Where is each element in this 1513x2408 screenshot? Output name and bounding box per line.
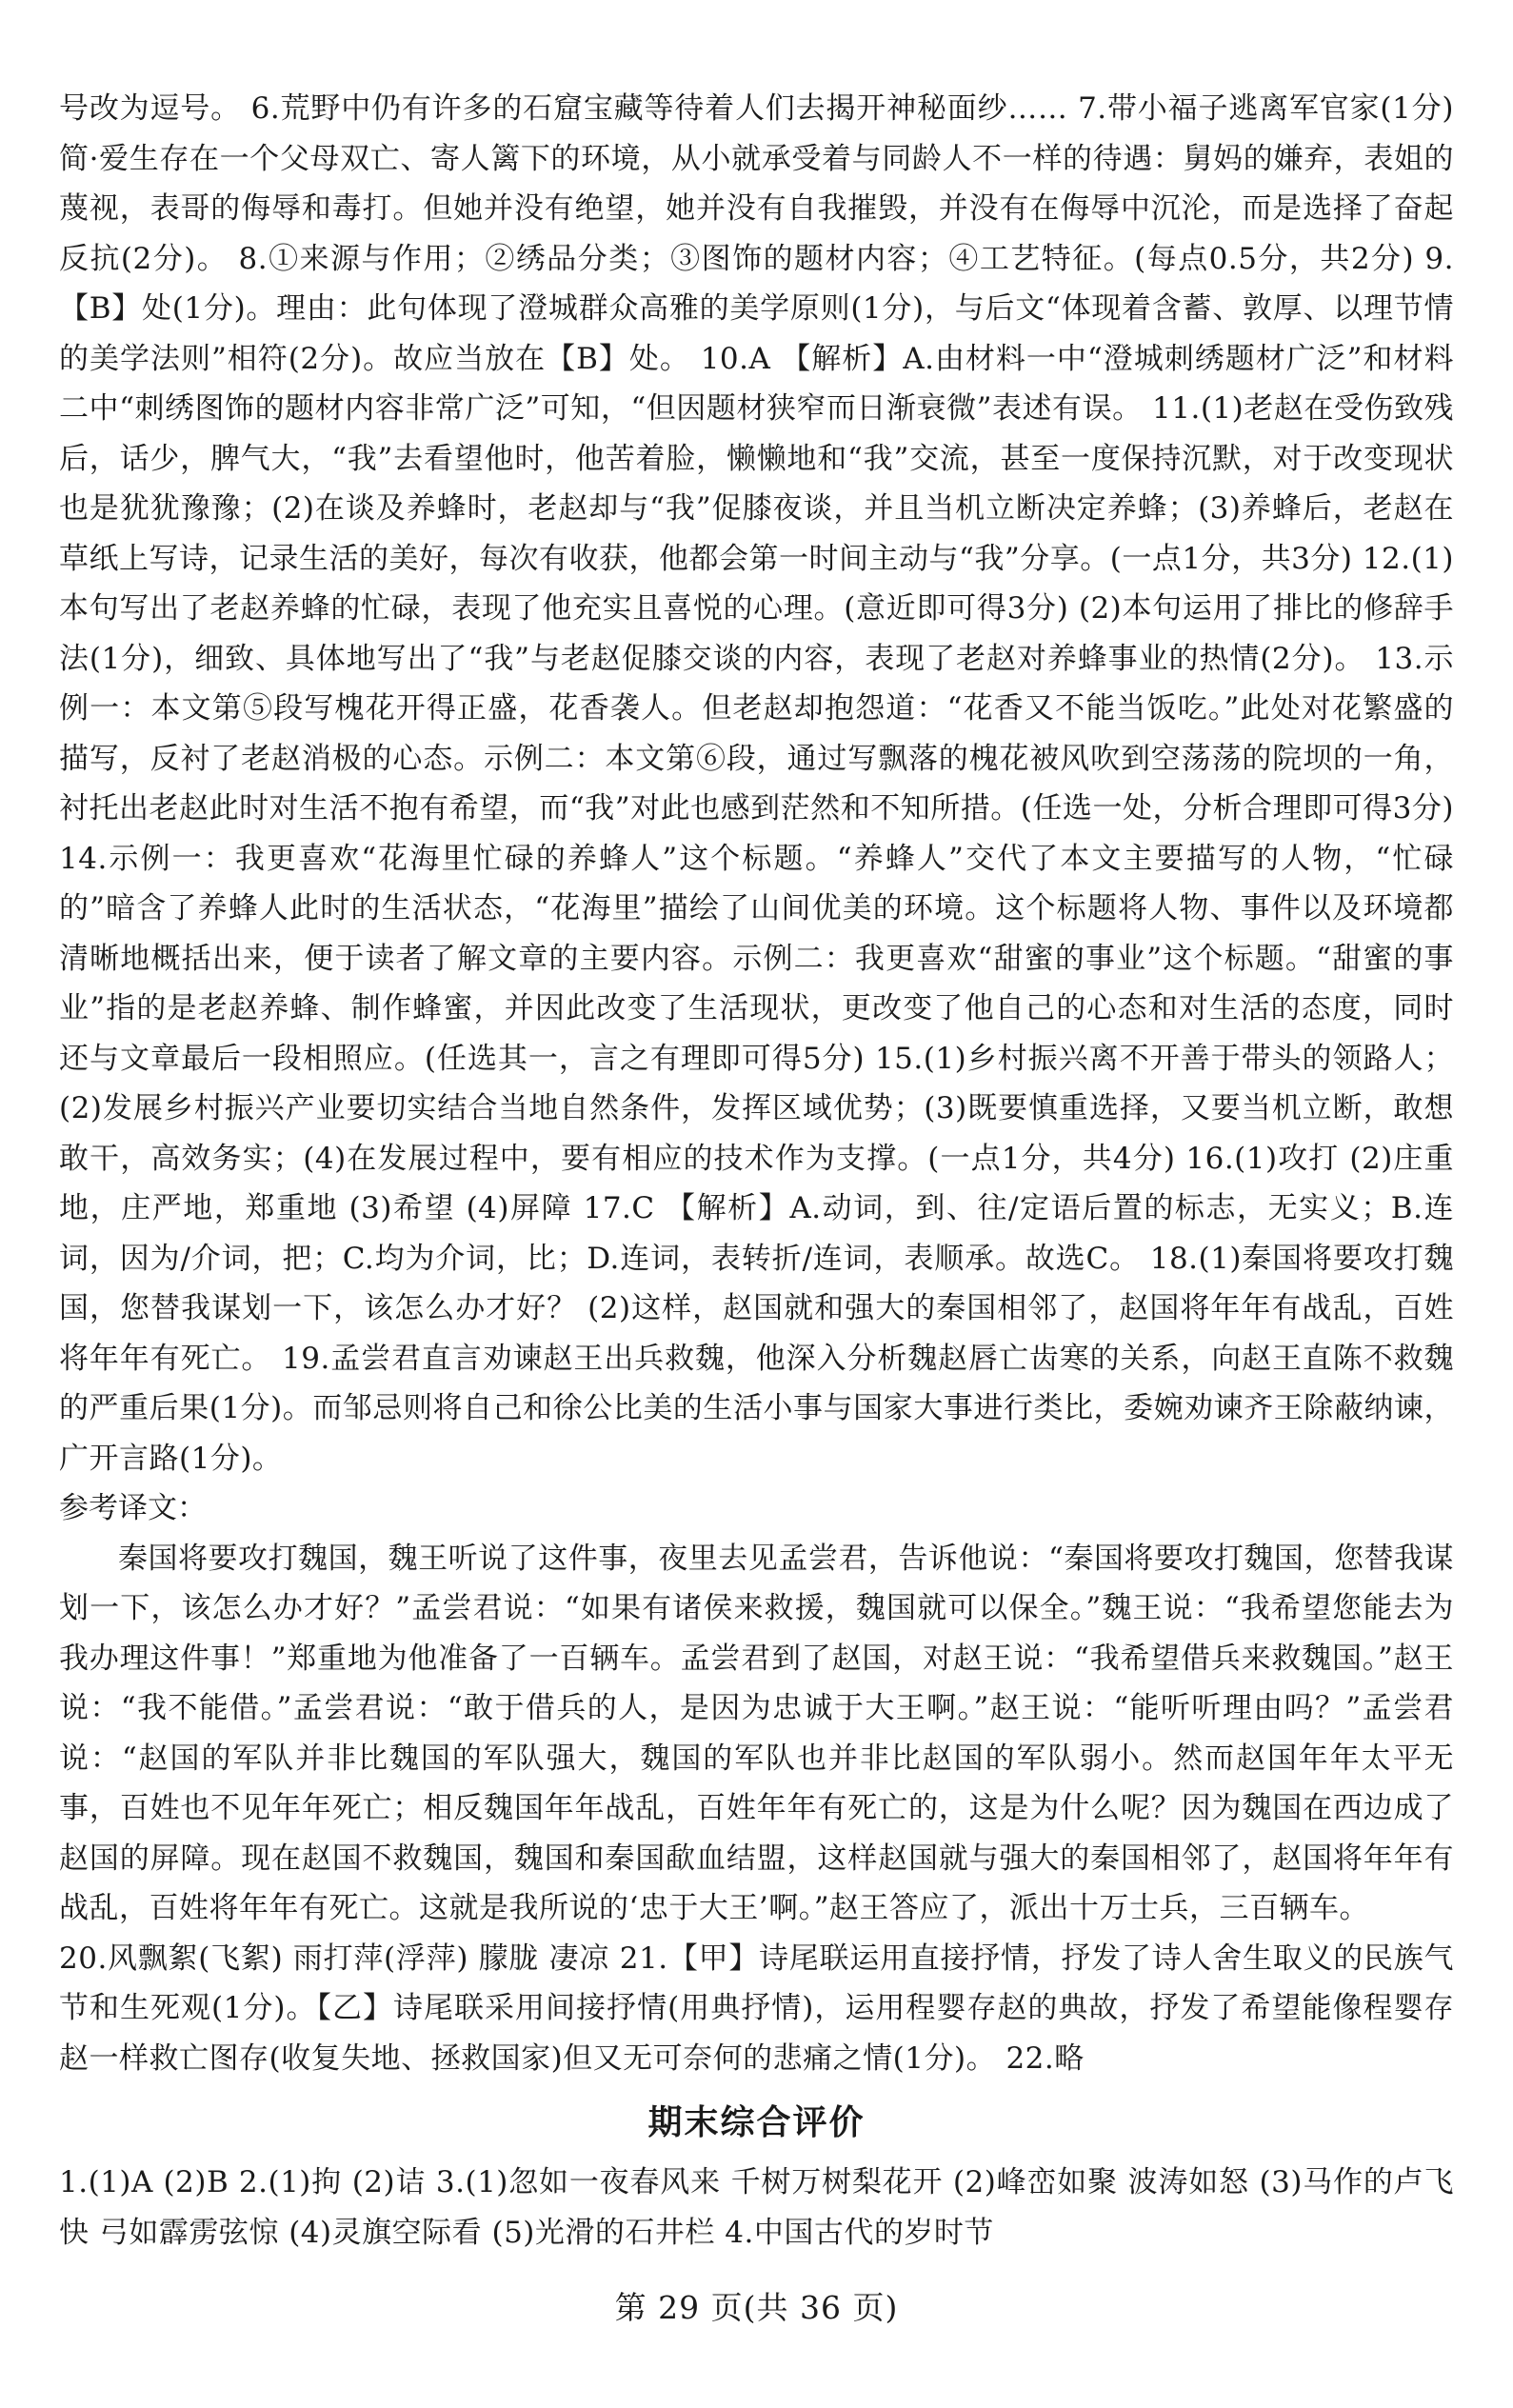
page-content xyxy=(59,84,1454,2258)
translation-text: 秦国将要攻打魏国，魏王听说了这件事，夜里去见孟尝君，告诉他说：“秦国将要攻打魏国，您替我谋划一下，该怎么办才好？”孟尝君说：“如果有诸侯来救援，魏国就可以保全。”魏王说：“我希望您能去为我办理这件事！”郑重地为他准备了一百辆车。孟尝君到了赵国，对赵王说：“我希望借兵来救魏国。”赵王说：“我不能借。”孟尝君说：“敢于借兵的人，是因为忠诚于大王啊。”赵王说：“能听听理由吗？”孟尝君说：“赵国的军队并非比魏国的军队强大，魏国的军队也并非比赵国的军队弱小。然而赵国年年太平无事，百姓也不见年年死亡；相反魏国年年战乱，百姓年年有死亡的，这是为什么呢？因为魏国在西边成了赵国的屏障。现在赵国不救魏国，魏国和秦国歃血结盟，这样赵国就与强大的秦国相邻了，赵国将年年有战乱，百姓将年年有死亡。这就是我所说的‘忠于大王’啊。”赵王答应了，派出十万士兵，三百辆车。 xyxy=(59,1541,1454,1925)
answers-previous-section: 号改为逗号。 6.荒野中仍有许多的石窟宝藏等待着人们去揭开神秘面纱…… 7.带小福子逃离军官家(1分) 简·爱生存在一个父母双亡、寄人篱下的环境，从小就承受着与同龄人不一样的待遇：舅妈的嫌弃，表姐的蔑视，表哥的侮辱和毒打。但她并没有绝望，她并没有自我摧毁，并没有在侮辱中沉沦，而是选择了奋起反抗(2分)。 8.①来源与作用；②绣品分类；③图饰的题材内容；④工艺特征。(每点0.5分，共2分) 9.【B】处(1分)。理由：此句体现了澄城群众高雅的美学原则(1分)，与后文“体现着含蓄、敦厚、以理节情的美学法则”相符(2分)。故应当放在【B】处。 10.A 【解析】A.由材料一中“澄城刺绣题材广泛”和材料二中“刺绣图饰的题材内容非常广泛”可知，“但因题材狭窄而日渐衰微”表述有误。 11.(1)老赵在受伤致残后，话少，脾气大，“我”去看望他时，他苦着脸，懒懒地和“我”交流，甚至一度保持沉默，对于改变现状也是犹犹豫豫；(2)在谈及养蜂时，老赵却与“我”促膝夜谈，并且当机立断决定养蜂；(3)养蜂后，老赵在草纸上写诗，记录生活的美好，每次有收获，他都会第一时间主动与“我”分享。(一点1分，共3分) 12.(1)本句写出了老赵养蜂的忙碌，表现了他充实且喜悦的心理。(意近即可得3分) (2)本句运用了排比的修辞手法(1分)，细致、具体地写出了“我”与老赵促膝交谈的内容，表现了老赵对养蜂事业的热情(2分)。 13.示例一：本文第⑤段写槐花开得正盛，花香袭人。但老赵却抱怨道：“花香又不能当饭吃。”此处对花繁盛的描写，反衬了老赵消极的心态。示例二：本文第⑥段，通过写飘落的槐花被风吹到空荡荡的院坝的一角，衬托出老赵此时对生活不抱有希望，而“我”对此也感到茫然和不知所措。(任选一处，分析合理即可得3分) 14.示例一：我更喜欢“花海里忙碌的养蜂人”这个标题。“养蜂人”交代了本文主要描写的人物，“忙碌的”暗含了养蜂人此时的生活状态，“花海里”描绘了山间优美的环境。这个标题将人物、事件以及环境都清晰地概括出来，便于读者了解文章的主要内容。示例二：我更喜欢“甜蜜的事业”这个标题。“甜蜜的事业”指的是老赵养蜂、制作蜂蜜，并因此改变了生活现状，更改变了他自己的心态和对生活的态度，同时还与文章最后一段相照应。(任选其一，言之有理即可得5分) 15.(1)乡村振兴离不开善于带头的领路人；(2)发展乡村振兴产业要切实结合当地自然条件，发挥区域优势；(3)既要慎重选择，又要当机立断，敢想敢干，高效务实；(4)在发展过程中，要有相应的技术作为支撑。(一点1分，共4分) 16.(1)攻打 (2)庄重地，庄严地，郑重地 (3)希望 (4)屏障 17.C 【解析】A.动词，到、往/定语后置的标志，无实义；B.连词，因为/介词，把；C.均为介词，比；D.连词，表转折/连词，表顺承。故选C。 18.(1)秦国将要攻打魏国，您替我谋划一下，该怎么办才好？ (2)这样，赵国就和强大的秦国相邻了，赵国将年年有战乱，百姓将年年有死亡。 19.孟尝君直言劝谏赵王出兵救魏，他深入分析魏赵唇亡齿寒的关系，向赵王直陈不救魏的严重后果(1分)。而邹忌则将自己和徐公比美的生活小事与国家大事进行类比，委婉劝谏齐王除蔽纳谏，广开言路(1分)。 xyxy=(59,91,1454,1476)
section-heading: 期末综合评价 xyxy=(647,2103,866,2142)
page-footer: 第 29 页(共 36 页) xyxy=(614,2289,899,2326)
answers-20-22: 20.风飘絮(飞絮) 雨打萍(浮萍) 朦胧 凄凉 21.【甲】诗尾联运用直接抒情，抒发了诗人舍生取义的民族气节和生死观(1分)。【乙】诗尾联采用间接抒情(用典抒情)，运用程婴存赵的典故，抒发了希望能像程婴存赵一样救亡图存(收复失地、拯救国家)但又无可奈何的悲痛之情(1分)。 22.略 xyxy=(59,1940,1454,2076)
translation-label: 参考译文： xyxy=(59,1491,207,1525)
final-answers: 1.(1)A (2)B 2.(1)拘 (2)诘 3.(1)忽如一夜春风来 千树万树梨花开 (2)峰峦如聚 波涛如怒 (3)马作的卢飞快 弓如霹雳弦惊 (4)灵旗空际看 (5)光滑的石井栏 4.中国古代的岁时节 xyxy=(59,2165,1454,2250)
